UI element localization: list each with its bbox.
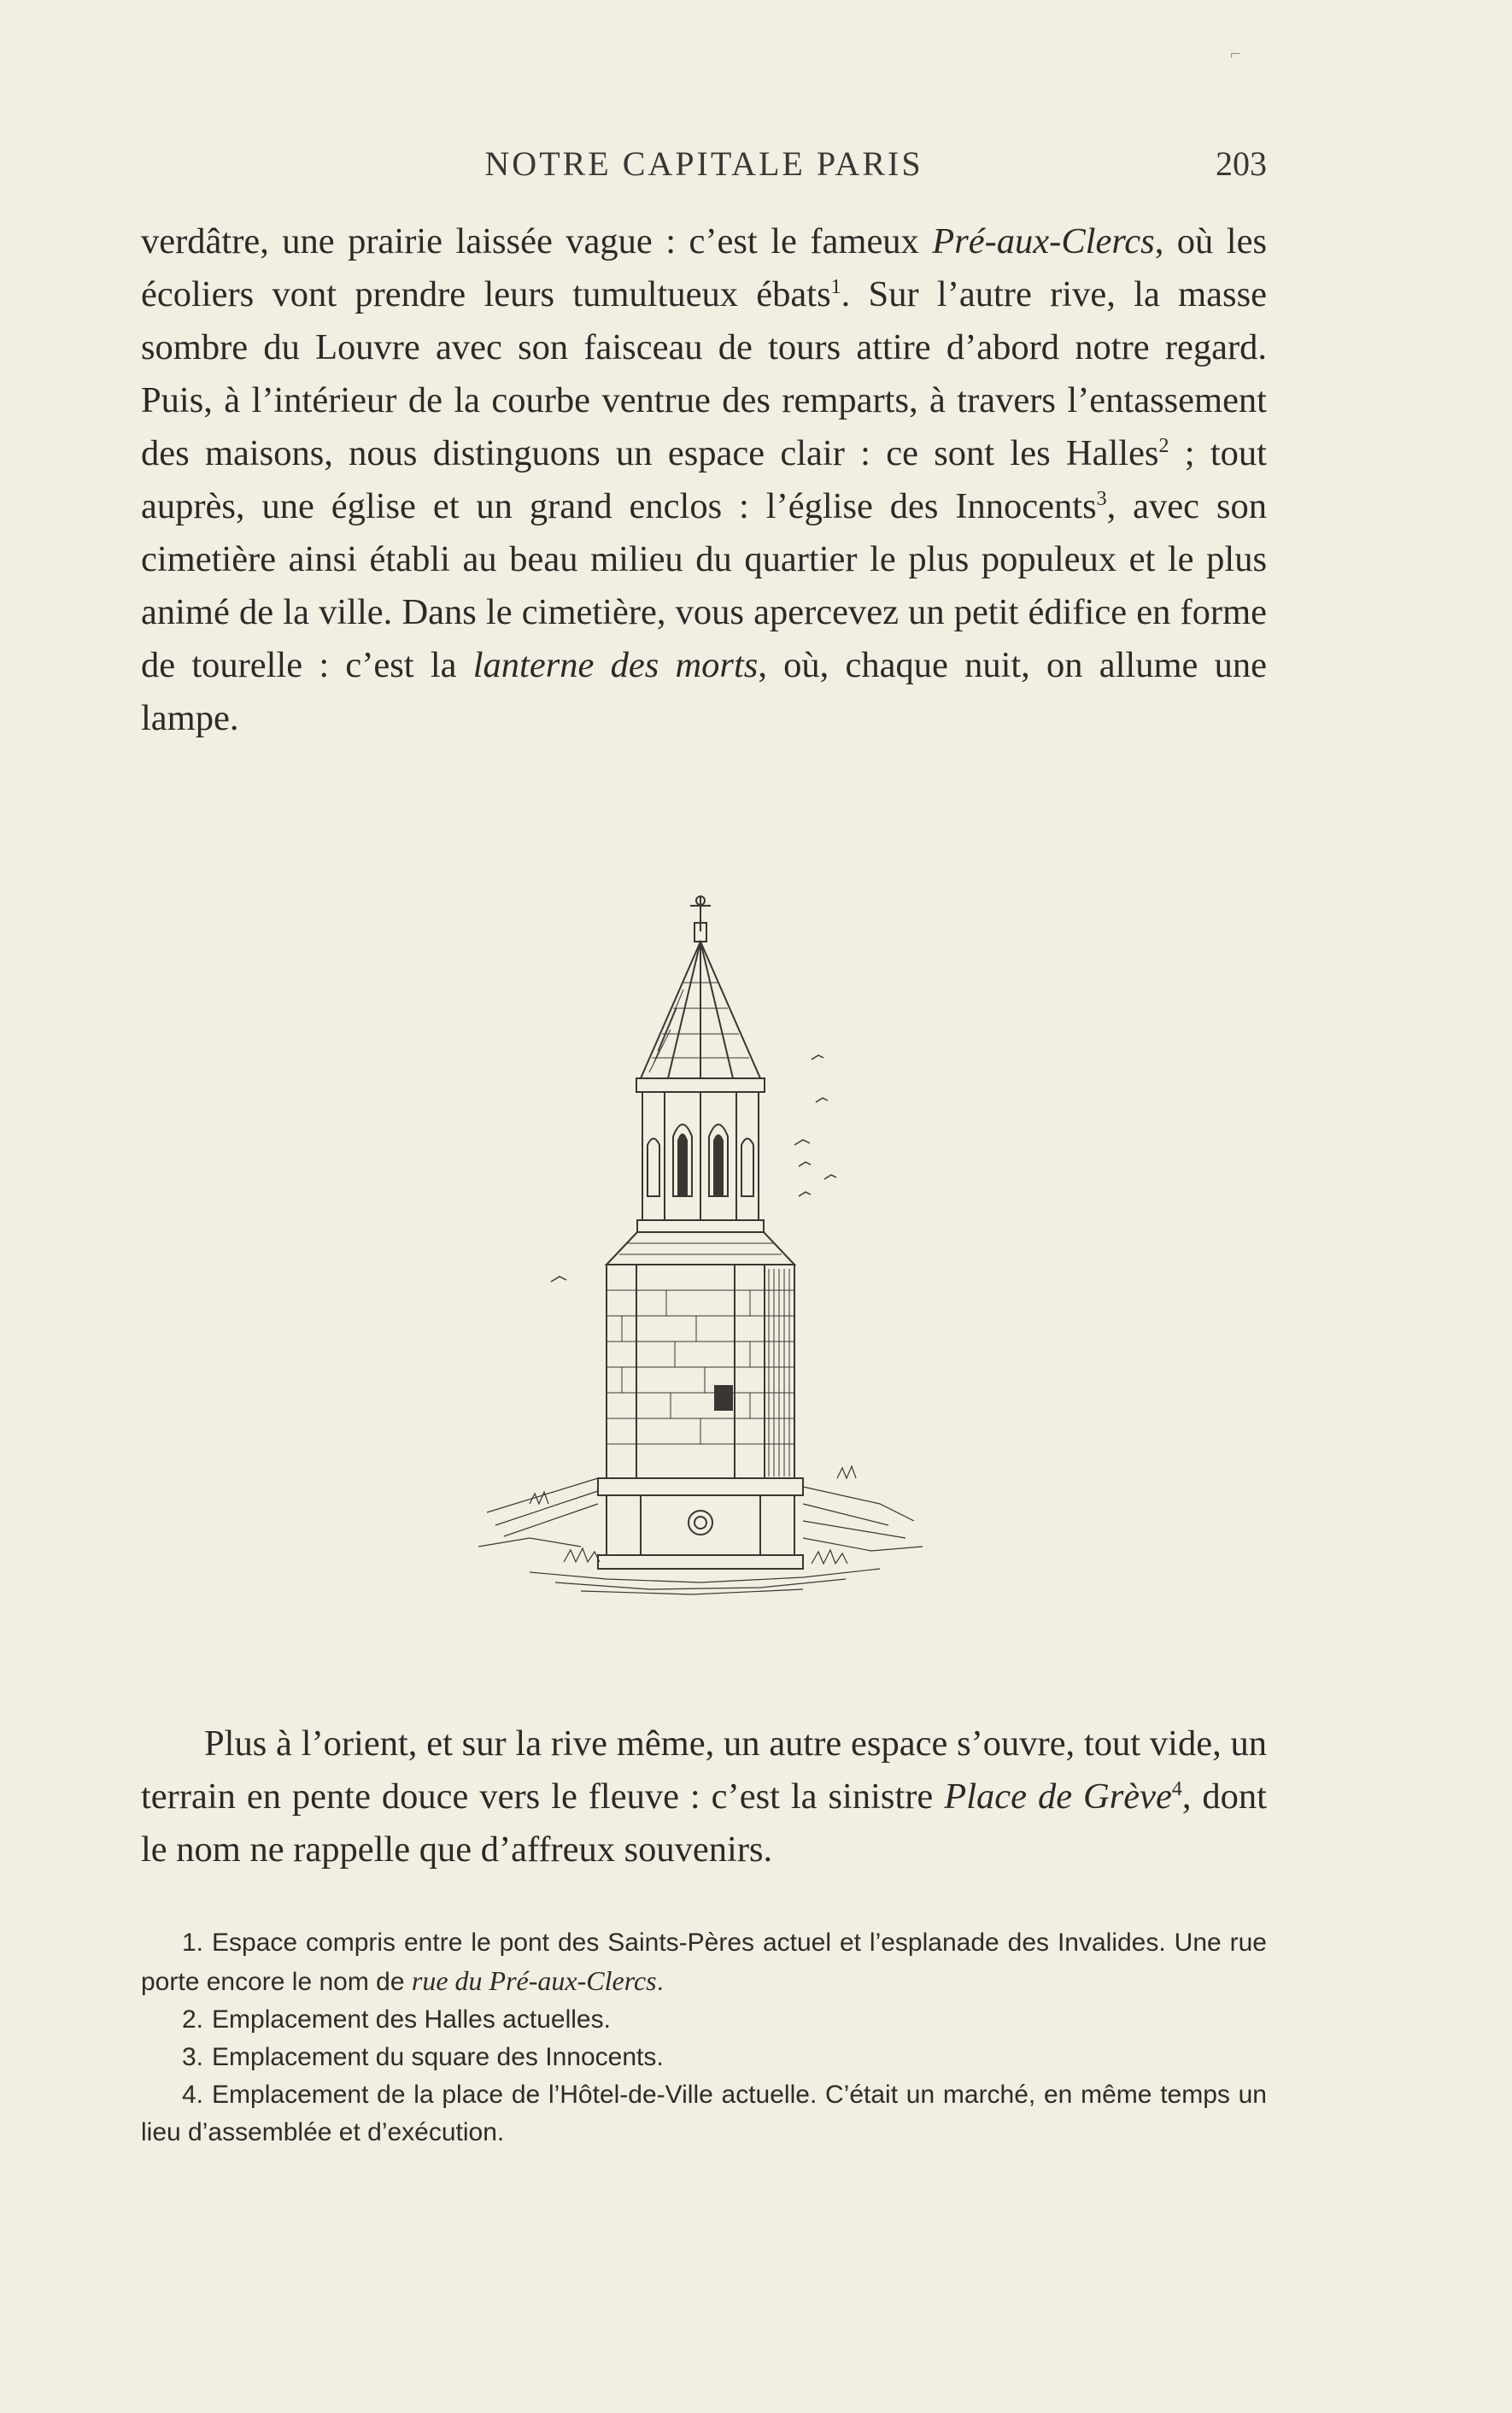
footnote-2 [141,2001,1267,2039]
text-run: , avec son cimetière ainsi établi au beau milieu du quartier le plus populeux et le plus animé de la ville. Dans le cimetière, vous apercevez un petit édifice en forme de tourelle : c’est la [141,486,1267,685]
italic-term: Place de Grève [944,1776,1172,1817]
footnote-ref-1: 1 [830,275,841,298]
italic-term: Pré-aux-Clercs [932,221,1155,261]
text-run: , dont le nom ne rappelle que d’affreux souvenirs. [141,1776,1267,1870]
footnote-number: 1. [182,1929,204,1957]
footnote-number: 3. [182,2043,204,2071]
text-run: , où les écoliers vont prendre leurs tumultueux ébats [141,221,1267,314]
footnote-text: Espace compris entre le pont des Saints-Pères actuel et l’esplanade des Invalides. Une rue porte encore le nom de [141,1929,1267,1996]
footnote-ref-2: 2 [1158,434,1169,457]
footnote-ref-4: 4 [1171,1777,1182,1800]
text-run: ; tout auprès, une église et un grand enclos : l’église des Innocents [141,433,1267,526]
footnote-text: Emplacement de la place de l’Hôtel-de-Ville actuelle. C’était un marché, en même temps un lieu d’assemblée et d’exécution. [141,2081,1267,2146]
footnote-number: 2. [182,2005,204,2034]
footnote-1 [141,1924,1267,2001]
footnote-number: 4. [182,2081,204,2109]
text-run: Plus à l’orient, et sur la rive même, un autre espace s’ouvre, tout vide, un terrain en pente douce vers le fleuve : c’est la sinistre [141,1723,1267,1817]
footnote-ref-3: 3 [1096,487,1107,510]
text-run: . Sur l’autre rive, la masse sombre du Louvre avec son faisceau de tours attire d’abord notre regard. Puis, à l’intérieur de la courbe ventrue des remparts, à travers l’entassement des maisons, nous distinguons un espace clair : ce sont les Halles [141,274,1267,473]
lanterne-des-morts-illustration [478,889,923,1598]
italic-term: lanterne des morts [472,645,759,685]
footnote-3 [141,2039,1267,2076]
text-run: , où, chaque nuit, on allume une lampe. [141,645,1267,738]
footnote-text: Emplacement du square des Innocents. [212,2043,664,2071]
corner-mark: ⌐ [1230,43,1241,64]
running-title: NOTRE CAPITALE PARIS [484,144,923,183]
paragraph-1 [141,215,1267,745]
footnote-italic: rue du Pré-aux-Clercs [411,1965,657,1996]
page-number: 203 [1216,144,1267,183]
footnotes [141,1924,1267,2152]
paragraph-2 [141,1717,1267,1876]
footnote-text: Emplacement des Halles actuelles. [212,2005,611,2034]
footnote-text: . [656,1968,664,1996]
text-run: verdâtre, une prairie laissée vague : c’est le fameux [141,221,933,261]
footnote-4 [141,2076,1267,2152]
running-head [141,144,1267,186]
